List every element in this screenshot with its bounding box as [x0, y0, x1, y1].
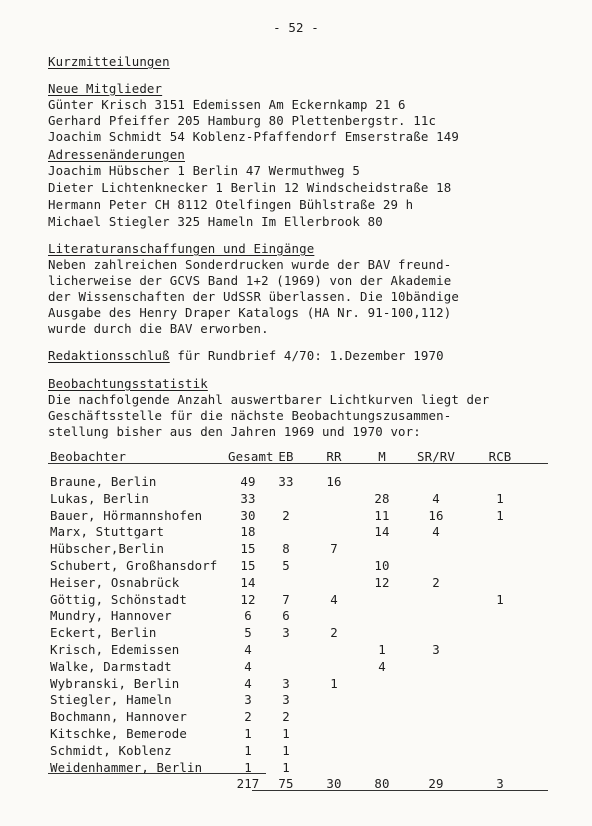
table-cell: 1 [496, 508, 504, 523]
redaktion-text: für Rundbrief 4/70: 1.Dezember 1970 [169, 348, 444, 363]
table-cell: 1 [244, 760, 252, 775]
table-cell: 15 [240, 558, 256, 573]
table-cell: 7 [282, 592, 290, 607]
table-cell: 2 [330, 625, 338, 640]
table-header-cell: EB [278, 449, 294, 464]
table-header-rule [48, 463, 548, 464]
table-cell: 2 [432, 575, 440, 590]
observer-name: Heiser, Osnabrück [50, 575, 180, 590]
section-title-literatur: Literaturanschaffungen und Eingänge [48, 241, 315, 256]
table-header-cell: RCB [488, 449, 512, 464]
table-cell: 5 [244, 625, 252, 640]
section-title-beobachtungsstatistik: Beobachtungsstatistik [48, 376, 208, 391]
address-line: Hermann Peter CH 8112 Otelfingen Bühlstraße 29 h [48, 197, 414, 212]
table-cell: 12 [374, 575, 390, 590]
literature-line: der Wissenschaften der UdSSR überlassen. Die 10bändige [48, 289, 459, 304]
table-cell: 10 [374, 558, 390, 573]
table-cell: 4 [244, 676, 252, 691]
literature-line: Ausgabe des Henry Draper Katalogs (HA Nr. 91-100,112) [48, 305, 452, 320]
observer-name: Braune, Berlin [50, 474, 157, 489]
table-cell: 1 [244, 743, 252, 758]
table-cell: 1 [282, 743, 290, 758]
table-total-cell: 3 [496, 776, 504, 791]
observer-name: Hübscher,Berlin [50, 541, 165, 556]
table-cell: 12 [240, 592, 256, 607]
table-sum-rule [48, 773, 266, 774]
table-cell: 2 [244, 709, 252, 724]
table-cell: 8 [282, 541, 290, 556]
observer-name: Marx, Stuttgart [50, 524, 165, 539]
table-total-cell: 29 [428, 776, 444, 791]
table-cell: 3 [282, 676, 290, 691]
table-cell: 1 [282, 760, 290, 775]
table-cell: 3 [244, 692, 252, 707]
table-total-cell: 217 [236, 776, 260, 791]
address-line: Joachim Hübscher 1 Berlin 47 Wermuthweg 5 [48, 163, 361, 178]
observer-name: Kitschke, Bemerode [50, 726, 187, 741]
observer-name: Wybranski, Berlin [50, 676, 180, 691]
table-total-underline [252, 790, 548, 791]
address-line: Michael Stiegler 325 Hameln Im Ellerbrook 80 [48, 214, 383, 229]
table-cell: 33 [278, 474, 294, 489]
table-total-cell: 30 [326, 776, 342, 791]
table-cell: 30 [240, 508, 256, 523]
table-cell: 4 [244, 659, 252, 674]
table-cell: 4 [244, 642, 252, 657]
table-header-cell: Gesamt [228, 449, 274, 464]
observer-name: Schmidt, Koblenz [50, 743, 172, 758]
table-cell: 11 [374, 508, 390, 523]
table-cell: 1 [496, 592, 504, 607]
table-cell: 2 [282, 508, 290, 523]
table-cell: 28 [374, 491, 390, 506]
address-line: Dieter Lichtenknecker 1 Berlin 12 Windscheidstraße 18 [48, 180, 452, 195]
table-header-cell: M [378, 449, 386, 464]
table-cell: 18 [240, 524, 256, 539]
table-cell: 14 [240, 575, 256, 590]
observer-name: Lukas, Berlin [50, 491, 149, 506]
table-cell: 6 [282, 608, 290, 623]
table-cell: 3 [432, 642, 440, 657]
member-line: Gerhard Pfeiffer 205 Hamburg 80 Plettenbergstr. 11c [48, 113, 437, 128]
literature-line: wurde durch die BAV erworben. [48, 321, 269, 336]
table-cell: 5 [282, 558, 290, 573]
table-total-cell: 80 [374, 776, 390, 791]
observer-name: Bochmann, Hannover [50, 709, 187, 724]
table-header-cell: RR [326, 449, 342, 464]
table-header-cell: Beobachter [50, 449, 127, 464]
table-cell: 4 [432, 524, 440, 539]
observer-name: Göttig, Schönstadt [50, 592, 187, 607]
table-cell: 33 [240, 491, 256, 506]
table-total-cell: 75 [278, 776, 294, 791]
table-cell: 1 [496, 491, 504, 506]
table-cell: 2 [282, 709, 290, 724]
table-cell: 14 [374, 524, 390, 539]
observer-name: Stiegler, Hameln [50, 692, 172, 707]
page-number: - 52 - [273, 20, 319, 35]
table-cell: 1 [330, 676, 338, 691]
table-cell: 1 [282, 726, 290, 741]
statistics-intro-line: stellung bisher aus den Jahren 1969 und 1970 vor: [48, 424, 421, 439]
section-title-kurzmitteilungen: Kurzmitteilungen [48, 54, 170, 69]
observer-name: Walke, Darmstadt [50, 659, 172, 674]
literature-line: licherweise der GCVS Band 1+2 (1969) von der Akademie [48, 273, 452, 288]
table-cell: 4 [378, 659, 386, 674]
table-cell: 16 [428, 508, 444, 523]
statistics-intro-line: Die nachfolgende Anzahl auswertbarer Lichtkurven liegt der [48, 392, 490, 407]
table-cell: 16 [326, 474, 342, 489]
table-cell: 3 [282, 692, 290, 707]
table-cell: 3 [282, 625, 290, 640]
observer-name: Eckert, Berlin [50, 625, 157, 640]
observer-name: Mundry, Hannover [50, 608, 172, 623]
table-cell: 4 [330, 592, 338, 607]
table-cell: 1 [244, 726, 252, 741]
observer-name: Krisch, Edemissen [50, 642, 180, 657]
observer-name: Bauer, Hörmannshofen [50, 508, 203, 523]
table-header-cell: SR/RV [416, 449, 456, 464]
table-cell: 15 [240, 541, 256, 556]
observer-name: Weidenhammer, Berlin [50, 760, 203, 775]
observer-name: Schubert, Großhansdorf [50, 558, 218, 573]
table-cell: 4 [432, 491, 440, 506]
table-cell: 7 [330, 541, 338, 556]
member-line: Joachim Schmidt 54 Koblenz-Pfaffendorf Emserstraße 149 [48, 129, 459, 144]
table-cell: 1 [378, 642, 386, 657]
statistics-intro-line: Geschäftsstelle für die nächste Beobachtungszusammen- [48, 408, 452, 423]
literature-line: Neben zahlreichen Sonderdrucken wurde der BAV freund- [48, 257, 452, 272]
section-title-neue-mitglieder: Neue Mitglieder [48, 81, 163, 96]
redaktion-line [48, 348, 444, 364]
section-title-adressenaenderungen: Adressenänderungen [48, 147, 185, 162]
table-cell: 49 [240, 474, 256, 489]
member-line: Günter Krisch 3151 Edemissen Am Eckernkamp 21 6 [48, 97, 406, 112]
table-cell: 6 [244, 608, 252, 623]
redaktion-title: Redaktionsschluß [48, 348, 170, 363]
